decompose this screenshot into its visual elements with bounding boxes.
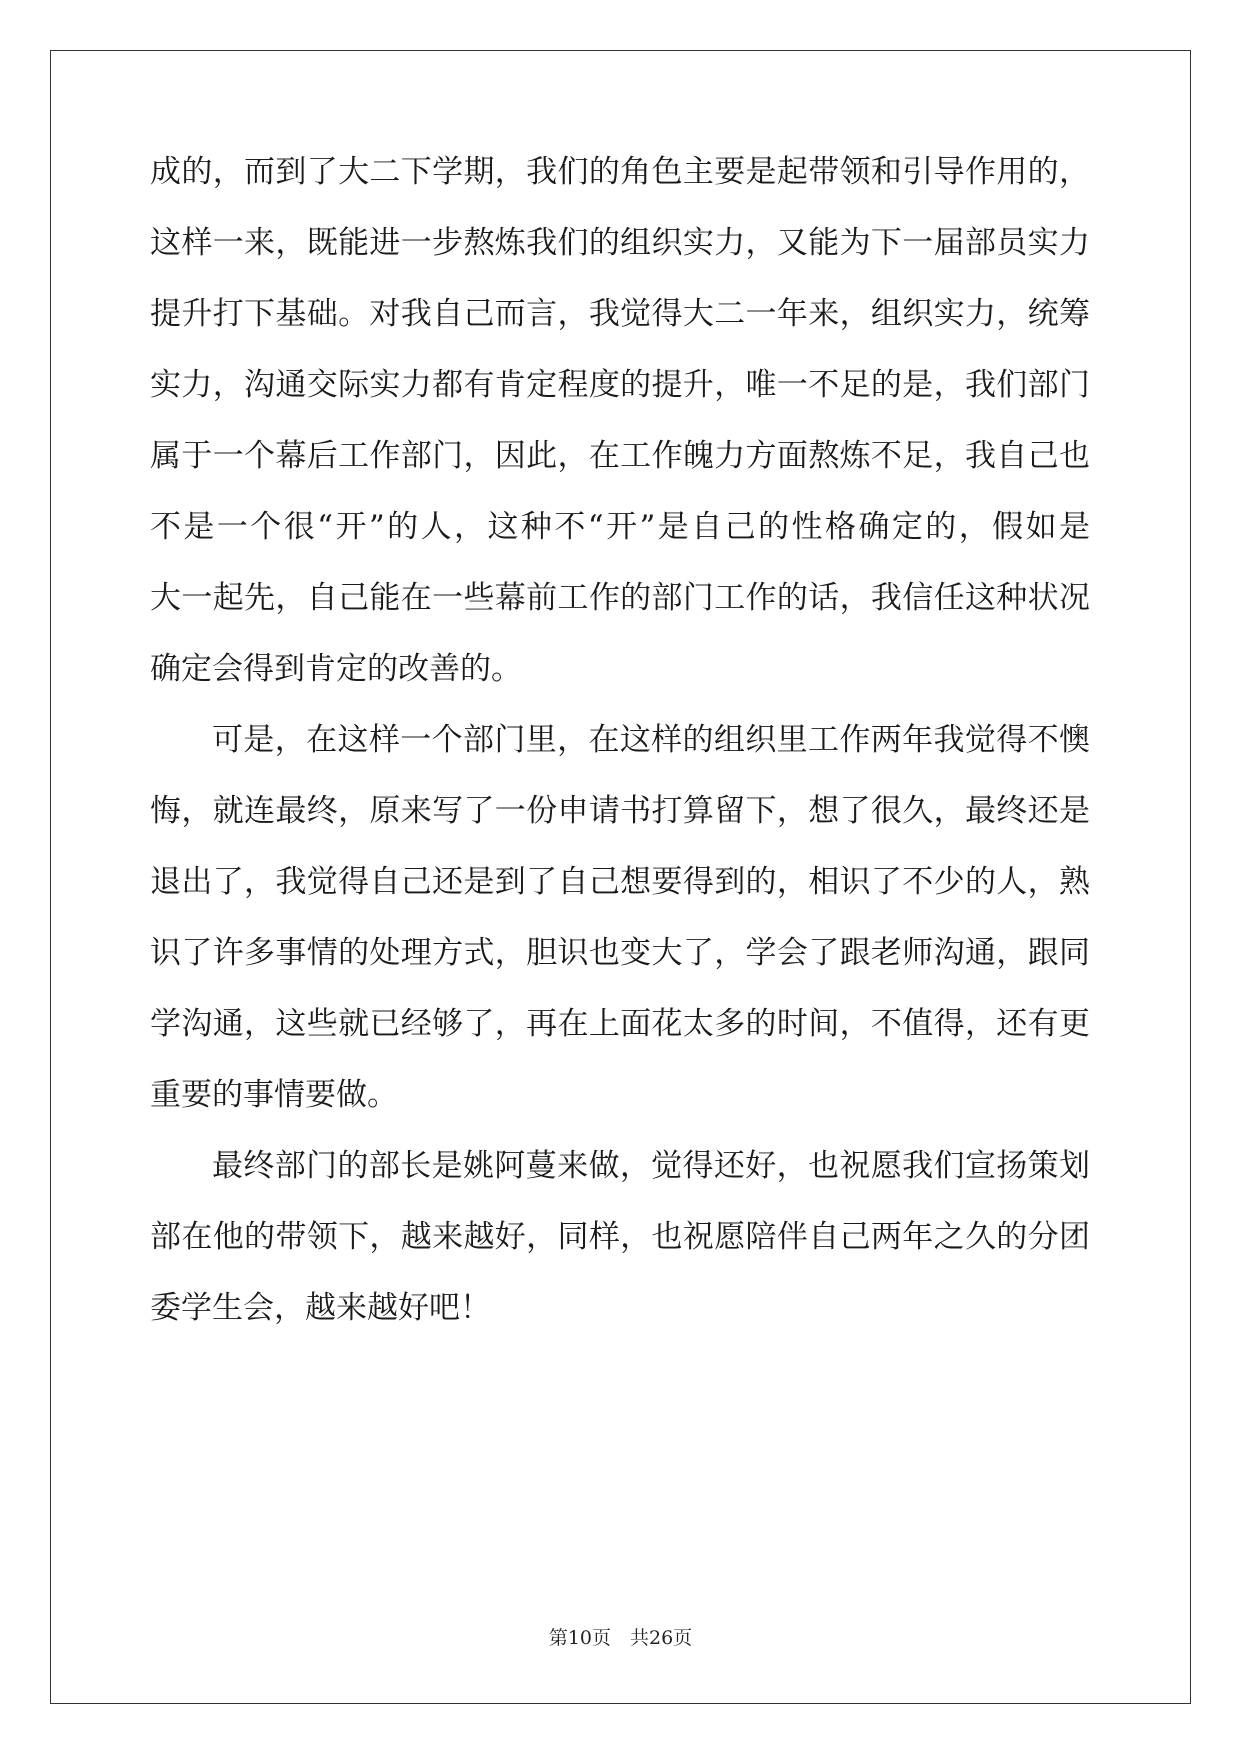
- text-line: 确定会得到肯定的改善的。: [150, 651, 522, 687]
- text-line: 悔，就连最终，原来写了一份申请书打算留下，想了很久，最终还是: [150, 793, 1090, 829]
- text-line: 实力，沟通交际实力都有肯定程度的提升，唯一不足的是，我们部门: [150, 367, 1090, 403]
- page-number-footer: 第10页 共26页: [548, 1627, 693, 1649]
- text-line: 退出了，我觉得自己还是到了自己想要得到的，相识了不少的人，熟: [150, 864, 1090, 900]
- text-line: 提升打下基础。对我自己而言，我觉得大二一年来，组织实力，统筹: [150, 296, 1090, 332]
- text-line: 委学生会，越来越好吧！: [150, 1290, 491, 1326]
- text-line: 识了许多事情的处理方式，胆识也变大了，学会了跟老师沟通，跟同: [150, 935, 1090, 971]
- text-line: 学沟通，这些就已经够了，再在上面花太多的时间，不值得，还有更: [150, 1006, 1090, 1042]
- text-line: 大一起先，自己能在一些幕前工作的部门工作的话，我信任这种状况: [150, 580, 1090, 616]
- text-line: 不是一个很“开”的人，这种不“开”是自己的性格确定的，假如是: [150, 509, 1090, 545]
- text-line: 属于一个幕后工作部门，因此，在工作魄力方面熬炼不足，我自己也: [150, 438, 1090, 474]
- text-line: 成的，而到了大二下学期，我们的角色主要是起带领和引导作用的，: [150, 154, 1090, 190]
- text-line: 部在他的带领下，越来越好，同样，也祝愿陪伴自己两年之久的分团: [150, 1219, 1090, 1255]
- paragraph-first-line: 可是，在这样一个部门里，在这样的组织里工作两年我觉得不懊: [212, 722, 1090, 758]
- text-line: 重要的事情要做。: [150, 1077, 398, 1113]
- text-line: 这样一来，既能进一步熬炼我们的组织实力，又能为下一届部员实力: [150, 225, 1090, 261]
- paragraph-first-line: 最终部门的部长是姚阿蔓来做，觉得还好，也祝愿我们宣扬策划: [212, 1148, 1090, 1184]
